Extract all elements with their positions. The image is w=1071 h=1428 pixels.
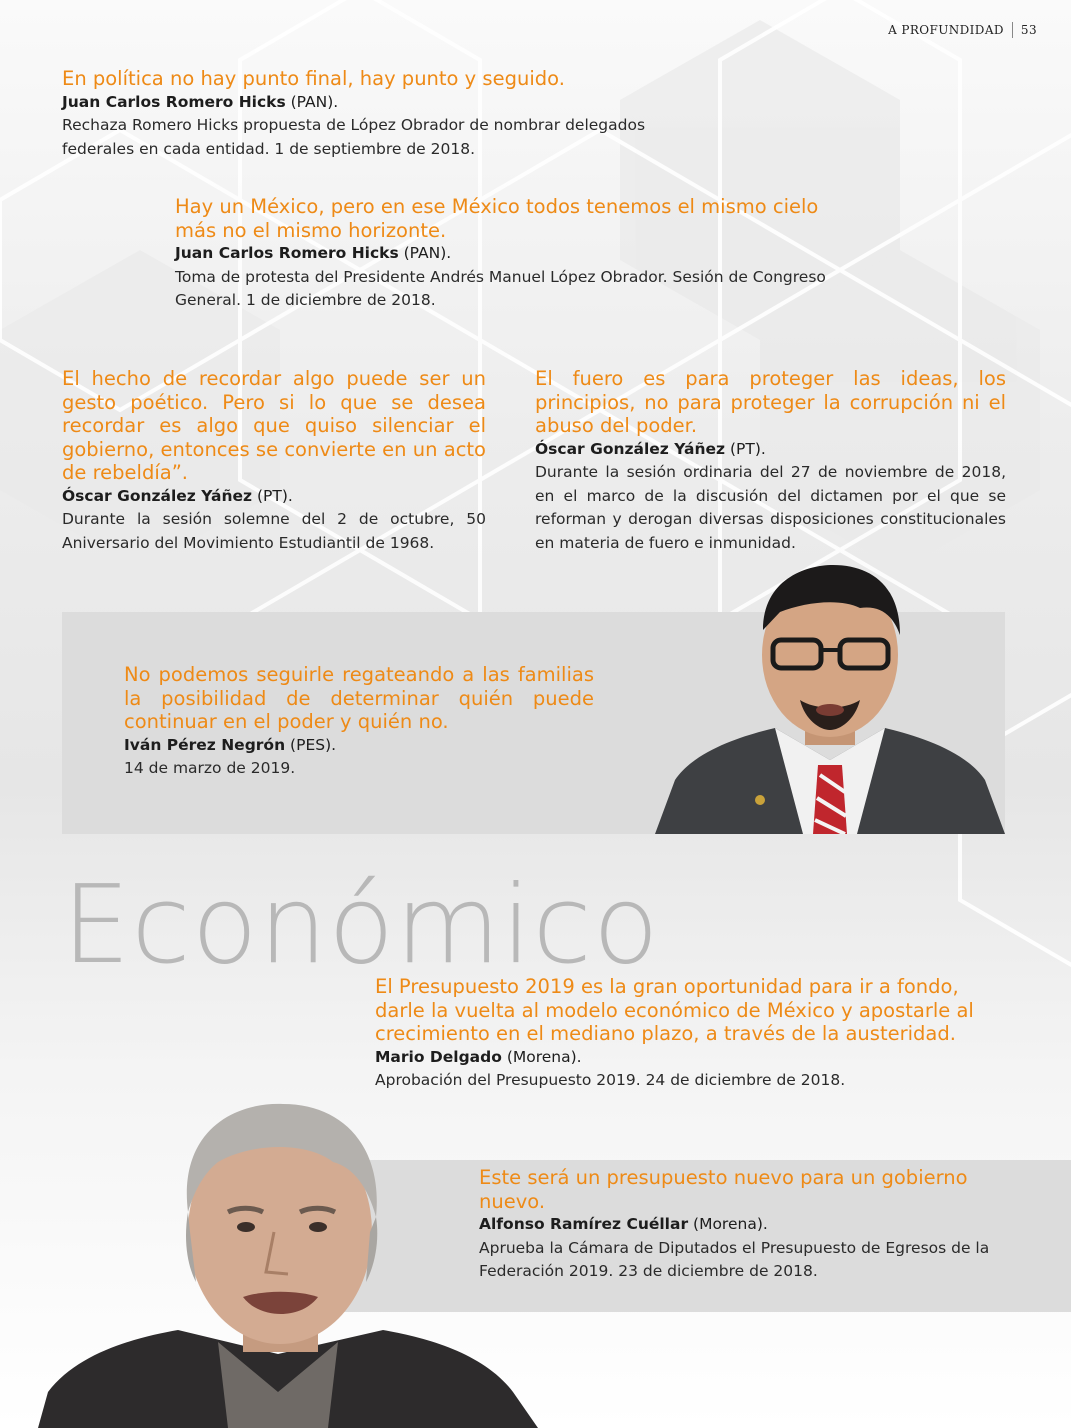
- author-party: (PAN).: [285, 92, 339, 111]
- page-number: 53: [1020, 23, 1037, 37]
- author-name: Óscar González Yáñez: [62, 486, 253, 505]
- portrait-illustration: [655, 560, 1005, 834]
- header-section-label: A PROFUNDIDAD: [888, 23, 1004, 37]
- quote-attribution: [375, 1046, 1007, 1070]
- quote-block-5: [124, 663, 594, 781]
- quote-attribution: [62, 91, 682, 115]
- quote-block-2: [175, 195, 865, 313]
- quote-text: Hay un México, pero en ese México todos tenemos el mismo cielo más no el mismo horizonte.: [175, 195, 819, 242]
- portrait-illustration: [38, 1092, 538, 1428]
- quote-text: Este será un presupuesto nuevo para un gobierno nuevo.: [479, 1166, 968, 1213]
- portrait-alfonso-ramirez-cuellar: [38, 1092, 538, 1428]
- quote-context: Aprueba la Cámara de Diputados el Presupuesto de Egresos de la Federación 2019. 23 de diciembre de 2018.: [479, 1238, 990, 1280]
- quote-text: El Presupuesto 2019 es la gran oportunidad para ir a fondo, darle la vuelta al modelo económico de México y apostarle al crecimiento en el mediano plazo, a través de la austeridad.: [375, 975, 974, 1045]
- quote-block-3: [62, 367, 486, 555]
- portrait-ivan-perez-negron: [655, 560, 1005, 834]
- quote-block-6: [375, 975, 1007, 1093]
- quote-attribution: [62, 485, 486, 509]
- quote-attribution: [124, 734, 594, 758]
- author-party: (Morena).: [501, 1047, 582, 1066]
- author-party: (PAN).: [398, 244, 452, 262]
- quote-context: Toma de protesta del Presidente Andrés Manuel López Obrador. Sesión de Congreso General. 1 de diciembre de 2018.: [175, 267, 826, 309]
- quote-context: 14 de marzo de 2019.: [124, 759, 296, 777]
- running-header: [888, 22, 1037, 38]
- author-party: (PT).: [725, 439, 766, 458]
- author-name: Mario Delgado: [375, 1047, 502, 1066]
- quote-text: No podemos seguirle regateando a las familias la posibilidad de determinar quién puede continuar en el poder y quién no.: [124, 663, 594, 733]
- quote-block-7: [479, 1166, 1009, 1284]
- author-name: Alfonso Ramírez Cuéllar: [479, 1215, 689, 1233]
- quote-context: Rechaza Romero Hicks propuesta de López Obrador de nombrar delegados federales en cada entidad. 1 de septiembre de 2018.: [62, 116, 646, 158]
- quote-attribution: [479, 1213, 1009, 1237]
- author-name: Óscar González Yáñez: [535, 439, 726, 458]
- quote-block-4: [535, 367, 1006, 555]
- author-name: Juan Carlos Romero Hicks: [62, 92, 286, 111]
- quote-text: El fuero es para proteger las ideas, los principios, no para proteger la corrupción ni el abuso del poder.: [535, 367, 1006, 437]
- quote-block-1: [62, 67, 682, 161]
- header-divider: [1012, 22, 1013, 38]
- quote-text: El hecho de recordar algo puede ser un gesto poético. Pero si lo que se desea recordar es algo que quiso silenciar el gobierno, entonces se convierte en un acto de rebeldía”.: [62, 367, 486, 484]
- section-title: Económico: [62, 863, 660, 988]
- quote-context: Aprobación del Presupuesto 2019. 24 de diciembre de 2018.: [375, 1071, 846, 1089]
- author-party: (PT).: [252, 486, 293, 505]
- quote-attribution: [535, 438, 1006, 462]
- author-party: (PES).: [285, 735, 337, 754]
- quote-context: Durante la sesión solemne del 2 de octubre, 50 Aniversario del Movimiento Estudiantil de 1968.: [62, 510, 486, 552]
- author-name: Iván Pérez Negrón: [124, 735, 286, 754]
- quote-text: En política no hay punto final, hay punto y seguido.: [62, 67, 565, 90]
- author-party: (Morena).: [688, 1215, 768, 1233]
- author-name: Juan Carlos Romero Hicks: [175, 244, 399, 262]
- quote-context: Durante la sesión ordinaria del 27 de noviembre de 2018, en el marco de la discusión del dictamen por el que se reforman y derogan diversas disposiciones constitucionales en materia de fuero e inmunidad.: [535, 463, 1006, 552]
- quote-attribution: [175, 242, 865, 266]
